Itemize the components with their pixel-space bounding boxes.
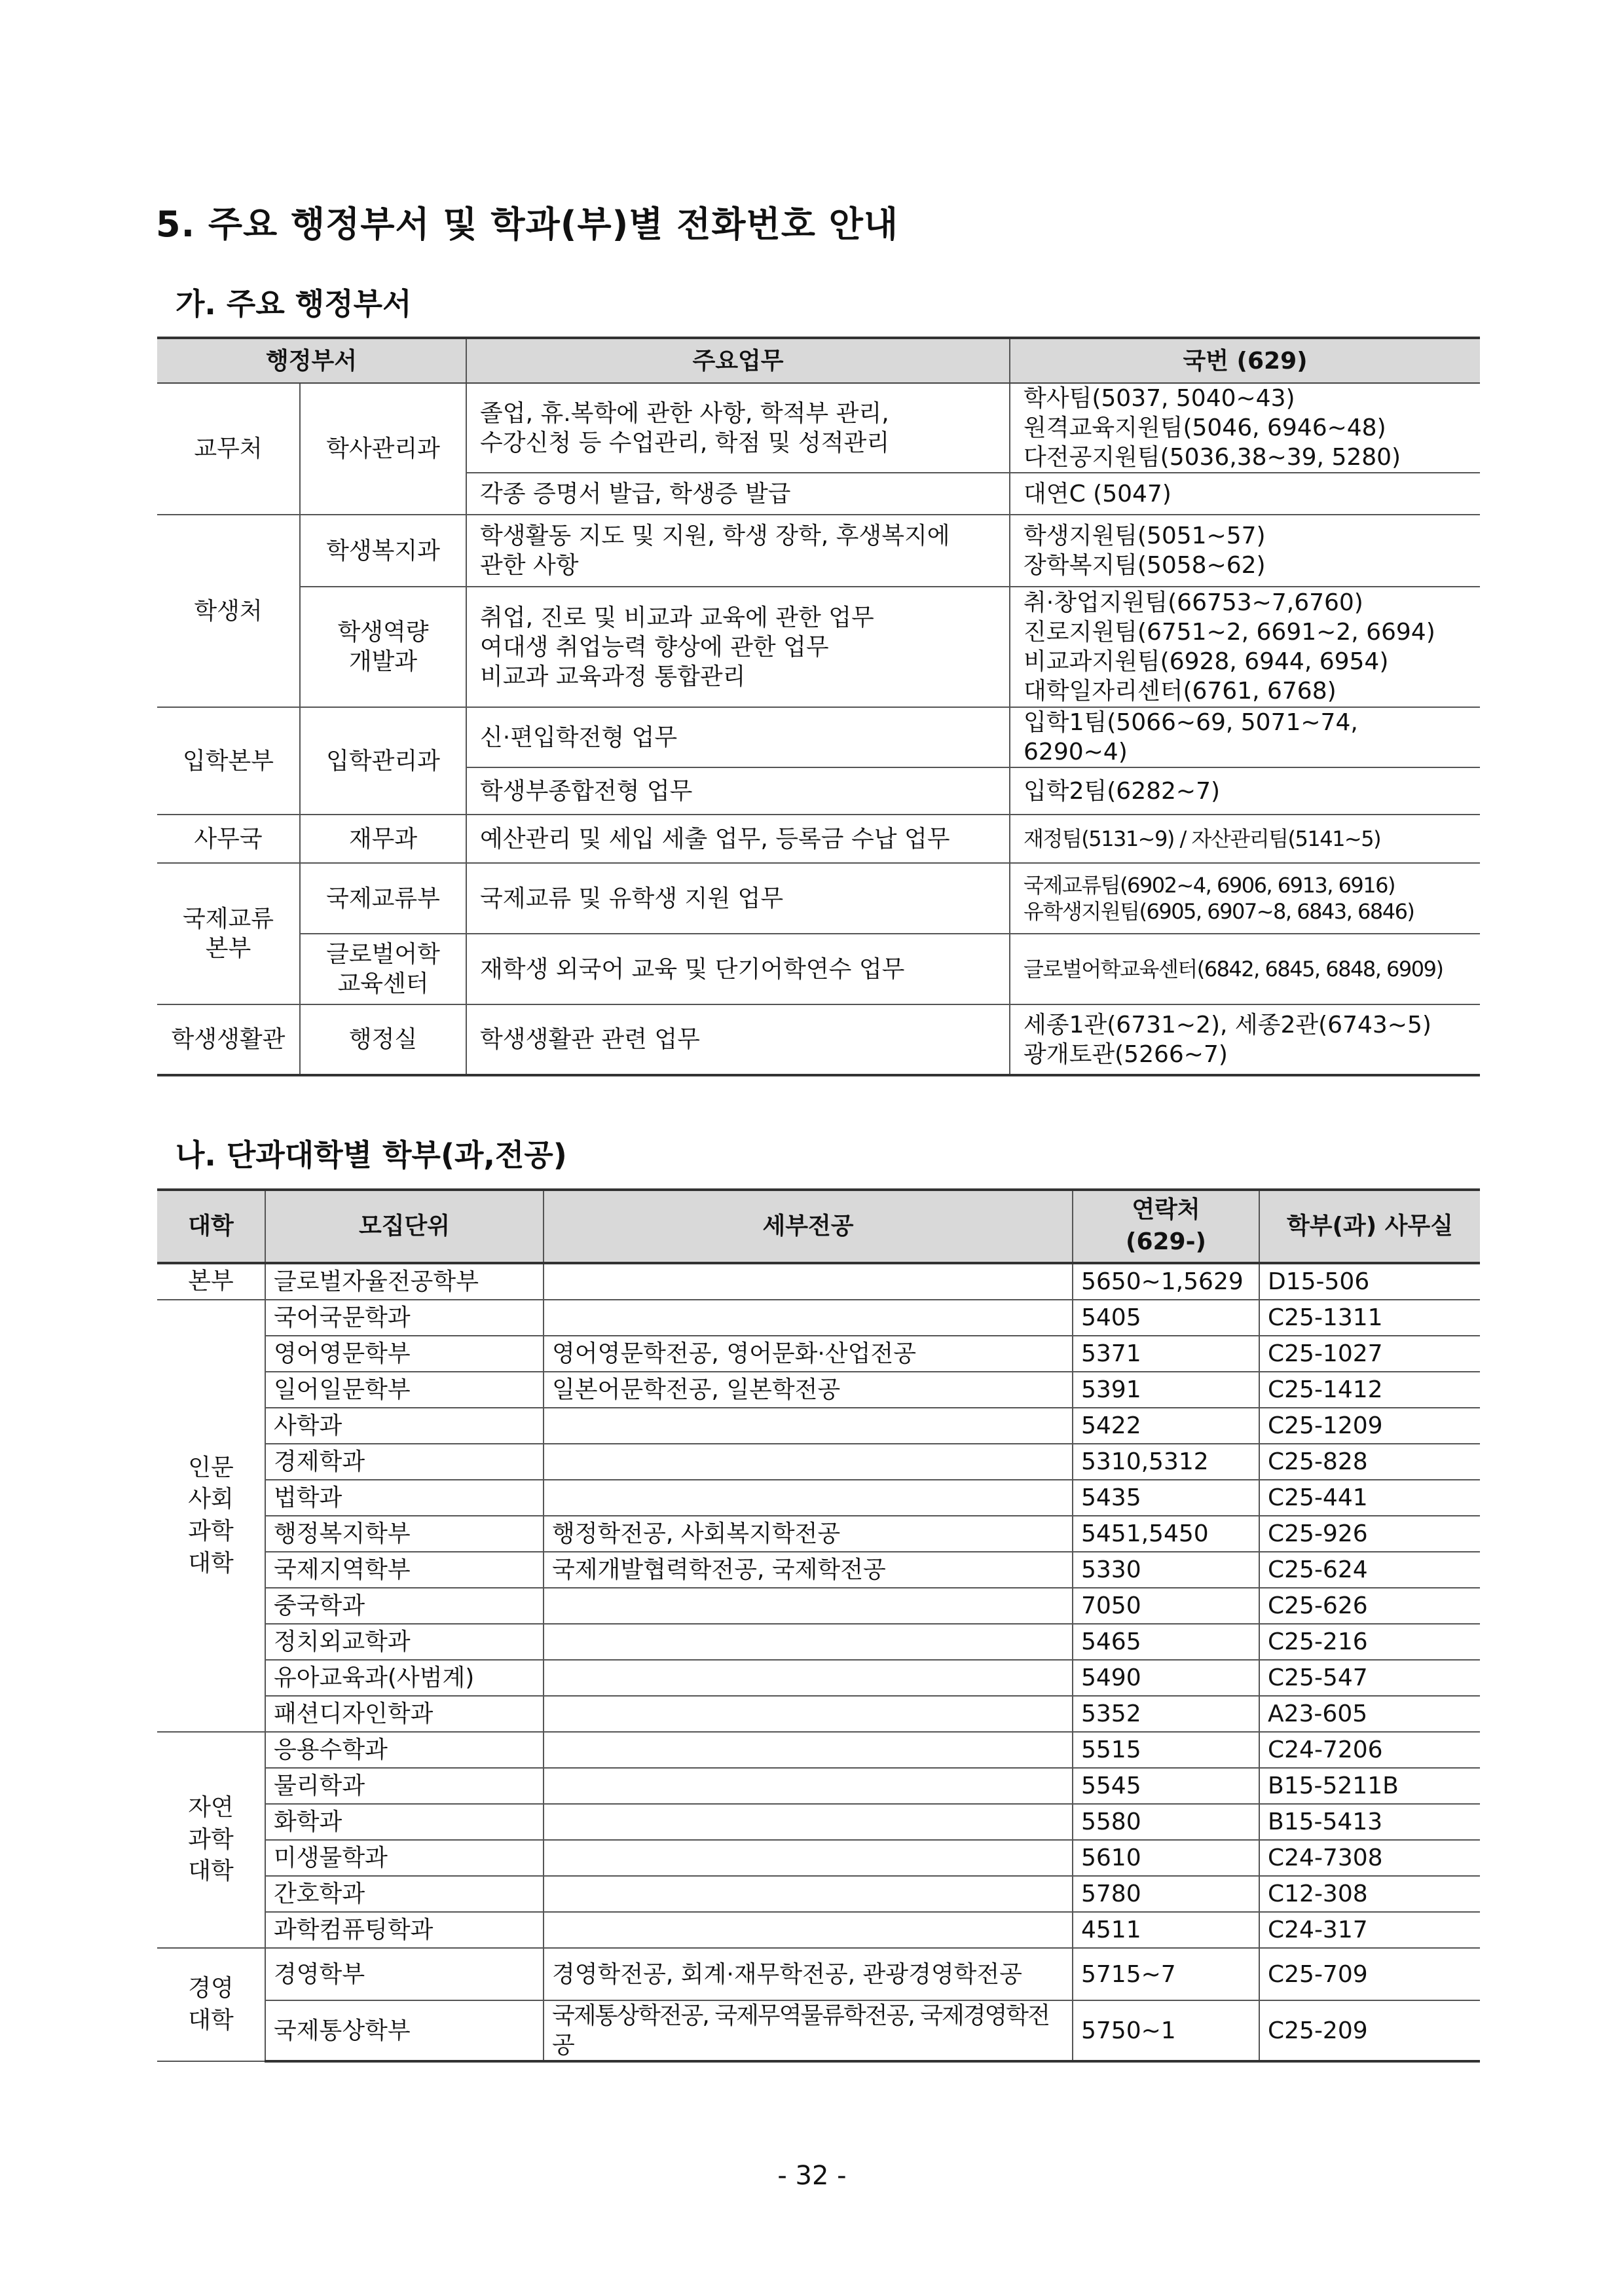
contact-cell: 5715~7 bbox=[1073, 1948, 1259, 2000]
office-cell: C25-926 bbox=[1259, 1516, 1480, 1552]
task-cell: 재학생 외국어 교육 및 단기어학연수 업무 bbox=[466, 934, 1010, 1004]
contact-cell: 5580 bbox=[1073, 1804, 1259, 1840]
recruit-unit-cell: 행정복지학부 bbox=[265, 1516, 544, 1552]
table-row bbox=[157, 515, 1480, 587]
task-cell: 졸업, 휴.복학에 관한 사항, 학적부 관리, 수강신청 등 수업관리, 학점 및 성적관리 bbox=[466, 383, 1010, 473]
contact-cell: 5515 bbox=[1073, 1732, 1259, 1768]
major-cell bbox=[544, 1840, 1073, 1876]
table-row bbox=[157, 1300, 1480, 1336]
task-cell: 각종 증명서 발급, 학생증 발급 bbox=[466, 473, 1010, 515]
major-cell bbox=[544, 1876, 1073, 1912]
recruit-unit-cell: 화학과 bbox=[265, 1804, 544, 1840]
table-row bbox=[157, 1876, 1480, 1912]
table-row bbox=[157, 1840, 1480, 1876]
dept-cell: 국제교류부 bbox=[300, 863, 466, 934]
recruit-unit-cell: 물리학과 bbox=[265, 1768, 544, 1804]
recruit-unit-cell: 유아교육과(사범계) bbox=[265, 1660, 544, 1696]
dept-cell: 행정실 bbox=[300, 1004, 466, 1075]
office-cell: C25-209 bbox=[1259, 2000, 1480, 2061]
recruit-unit-cell: 미생물학과 bbox=[265, 1840, 544, 1876]
recruit-unit-cell: 간호학과 bbox=[265, 1876, 544, 1912]
recruit-unit-cell: 법학과 bbox=[265, 1480, 544, 1516]
office-cell: C25-1027 bbox=[1259, 1336, 1480, 1372]
recruit-unit-cell: 경영학부 bbox=[265, 1948, 544, 2000]
table-row bbox=[157, 1552, 1480, 1588]
section-b-heading: 나. 단과대학별 학부(과,전공) bbox=[175, 1137, 567, 1173]
header-office: 학부(과) 사무실 bbox=[1259, 1190, 1480, 1263]
org-cell: 국제교류 본부 bbox=[157, 863, 300, 1004]
page-number: - 32 - bbox=[777, 2161, 847, 2191]
contact-cell: 5310,5312 bbox=[1073, 1444, 1259, 1480]
admin-departments-table bbox=[157, 337, 1480, 1076]
dept-cell: 학생역량 개발과 bbox=[300, 587, 466, 707]
college-cell: 자연 과학 대학 bbox=[157, 1732, 265, 1948]
recruit-unit-cell: 중국학과 bbox=[265, 1588, 544, 1624]
table-row bbox=[157, 587, 1480, 707]
table-row bbox=[157, 1696, 1480, 1732]
org-cell: 교무처 bbox=[157, 383, 300, 515]
office-cell: C25-216 bbox=[1259, 1624, 1480, 1660]
contact-cell: 5465 bbox=[1073, 1624, 1259, 1660]
section-a-heading: 가. 주요 행정부서 bbox=[175, 286, 412, 321]
table-row bbox=[157, 1372, 1480, 1408]
table-row bbox=[157, 1516, 1480, 1552]
dept-cell: 학사관리과 bbox=[300, 383, 466, 515]
major-cell: 경영학전공, 회계·재무학전공, 관광경영학전공 bbox=[544, 1948, 1073, 2000]
contact-cell: 5391 bbox=[1073, 1372, 1259, 1408]
contact-cell: 5610 bbox=[1073, 1840, 1259, 1876]
contact-cell: 5435 bbox=[1073, 1480, 1259, 1516]
phone-cell: 재정팀(5131~9) / 자산관리팀(5141~5) bbox=[1010, 815, 1480, 863]
table-row bbox=[157, 2000, 1480, 2061]
office-cell: C25-828 bbox=[1259, 1444, 1480, 1480]
recruit-unit-cell: 경제학과 bbox=[265, 1444, 544, 1480]
major-cell bbox=[544, 1624, 1073, 1660]
major-cell: 국제개발협력학전공, 국제학전공 bbox=[544, 1552, 1073, 1588]
table-row bbox=[157, 1480, 1480, 1516]
contact-cell: 5545 bbox=[1073, 1768, 1259, 1804]
header-main-task: 주요업무 bbox=[466, 338, 1010, 383]
phone-cell: 국제교류팀(6902~4, 6906, 6913, 6916) 유학생지원팀(6905, 6907~8, 6843, 6846) bbox=[1010, 863, 1480, 934]
dept-cell: 입학관리과 bbox=[300, 707, 466, 815]
office-cell: C25-624 bbox=[1259, 1552, 1480, 1588]
recruit-unit-cell: 국제지역학부 bbox=[265, 1552, 544, 1588]
task-cell: 학생부종합전형 업무 bbox=[466, 767, 1010, 815]
major-cell bbox=[544, 1912, 1073, 1948]
office-cell: C25-1311 bbox=[1259, 1300, 1480, 1336]
contact-cell: 5451,5450 bbox=[1073, 1516, 1259, 1552]
task-cell: 예산관리 및 세입 세출 업무, 등록금 수납 업무 bbox=[466, 815, 1010, 863]
office-cell: C25-626 bbox=[1259, 1588, 1480, 1624]
office-cell: C25-1412 bbox=[1259, 1372, 1480, 1408]
table-row bbox=[157, 1444, 1480, 1480]
header-college: 대학 bbox=[157, 1190, 265, 1263]
contact-cell: 5352 bbox=[1073, 1696, 1259, 1732]
table-row bbox=[157, 1588, 1480, 1624]
page-title: 5. 주요 행정부서 및 학과(부)별 전화번호 안내 bbox=[156, 204, 899, 245]
major-cell bbox=[544, 1588, 1073, 1624]
phone-cell: 취·창업지원팀(66753~7,6760) 진로지원팀(6751~2, 6691~2, 6694) 비교과지원팀(6928, 6944, 6954) 대학일자리센터(6761, 6768) bbox=[1010, 587, 1480, 707]
phone-cell: 학생지원팀(5051~57) 장학복지팀(5058~62) bbox=[1010, 515, 1480, 587]
office-cell: B15-5211B bbox=[1259, 1768, 1480, 1804]
dept-cell: 글로벌어학 교육센터 bbox=[300, 934, 466, 1004]
header-major: 세부전공 bbox=[544, 1190, 1073, 1263]
contact-cell: 5490 bbox=[1073, 1660, 1259, 1696]
phone-cell: 대연C (5047) bbox=[1010, 473, 1480, 515]
table-row bbox=[157, 1912, 1480, 1948]
contact-cell: 5422 bbox=[1073, 1408, 1259, 1444]
office-cell: C25-441 bbox=[1259, 1480, 1480, 1516]
major-cell bbox=[544, 1732, 1073, 1768]
table-row bbox=[157, 1948, 1480, 2000]
header-contact: 연락처 (629-) bbox=[1073, 1190, 1259, 1263]
major-cell bbox=[544, 1300, 1073, 1336]
recruit-unit-cell: 패션디자인학과 bbox=[265, 1696, 544, 1732]
table-header-row bbox=[157, 338, 1480, 383]
table-row bbox=[157, 1768, 1480, 1804]
contact-cell: 5371 bbox=[1073, 1336, 1259, 1372]
table-row bbox=[157, 1804, 1480, 1840]
dept-cell: 재무과 bbox=[300, 815, 466, 863]
phone-cell: 학사팀(5037, 5040~43) 원격교육지원팀(5046, 6946~48) 다전공지원팀(5036,38~39, 5280) bbox=[1010, 383, 1480, 473]
phone-cell: 입학2팀(6282~7) bbox=[1010, 767, 1480, 815]
office-cell: C12-308 bbox=[1259, 1876, 1480, 1912]
major-cell bbox=[544, 1408, 1073, 1444]
header-recruit-unit: 모집단위 bbox=[265, 1190, 544, 1263]
office-cell: C24-317 bbox=[1259, 1912, 1480, 1948]
recruit-unit-cell: 일어일문학부 bbox=[265, 1372, 544, 1408]
college-cell: 본부 bbox=[157, 1263, 265, 1300]
major-cell bbox=[544, 1480, 1073, 1516]
major-cell: 일본어문학전공, 일본학전공 bbox=[544, 1372, 1073, 1408]
org-cell: 학생처 bbox=[157, 515, 300, 707]
header-department: 행정부서 bbox=[157, 338, 466, 383]
office-cell: A23-605 bbox=[1259, 1696, 1480, 1732]
major-cell bbox=[544, 1804, 1073, 1840]
table-row bbox=[157, 1004, 1480, 1075]
dept-cell: 학생복지과 bbox=[300, 515, 466, 587]
table-row bbox=[157, 1624, 1480, 1660]
task-cell: 학생생활관 관련 업무 bbox=[466, 1004, 1010, 1075]
major-cell bbox=[544, 1660, 1073, 1696]
phone-cell: 입학1팀(5066~69, 5071~74, 6290~4) bbox=[1010, 707, 1480, 767]
office-cell: C25-709 bbox=[1259, 1948, 1480, 2000]
table-row bbox=[157, 1336, 1480, 1372]
recruit-unit-cell: 국어국문학과 bbox=[265, 1300, 544, 1336]
table-row bbox=[157, 934, 1480, 1004]
office-cell: D15-506 bbox=[1259, 1263, 1480, 1300]
major-cell bbox=[544, 1696, 1073, 1732]
recruit-unit-cell: 정치외교학과 bbox=[265, 1624, 544, 1660]
recruit-unit-cell: 영어영문학부 bbox=[265, 1336, 544, 1372]
task-cell: 신·편입학전형 업무 bbox=[466, 707, 1010, 767]
phone-cell: 글로벌어학교육센터(6842, 6845, 6848, 6909) bbox=[1010, 934, 1480, 1004]
table-row bbox=[157, 1660, 1480, 1696]
phone-cell: 세종1관(6731~2), 세종2관(6743~5) 광개토관(5266~7) bbox=[1010, 1004, 1480, 1075]
recruit-unit-cell: 과학컴퓨팅학과 bbox=[265, 1912, 544, 1948]
recruit-unit-cell: 국제통상학부 bbox=[265, 2000, 544, 2061]
contact-cell: 5650~1,5629 bbox=[1073, 1263, 1259, 1300]
college-cell: 경영 대학 bbox=[157, 1948, 265, 2061]
task-cell: 국제교류 및 유학생 지원 업무 bbox=[466, 863, 1010, 934]
major-cell: 행정학전공, 사회복지학전공 bbox=[544, 1516, 1073, 1552]
org-cell: 학생생활관 bbox=[157, 1004, 300, 1075]
contact-cell: 5405 bbox=[1073, 1300, 1259, 1336]
office-cell: C25-547 bbox=[1259, 1660, 1480, 1696]
office-cell: C24-7308 bbox=[1259, 1840, 1480, 1876]
table-row bbox=[157, 1732, 1480, 1768]
major-cell: 영어영문학전공, 영어문화·산업전공 bbox=[544, 1336, 1073, 1372]
table-row bbox=[157, 1263, 1480, 1300]
college-cell: 인문 사회 과학 대학 bbox=[157, 1300, 265, 1732]
contact-cell: 5750~1 bbox=[1073, 2000, 1259, 2061]
org-cell: 입학본부 bbox=[157, 707, 300, 815]
major-cell bbox=[544, 1768, 1073, 1804]
major-cell: 국제통상학전공, 국제무역물류학전공, 국제경영학전공 bbox=[544, 2000, 1073, 2061]
contact-cell: 5780 bbox=[1073, 1876, 1259, 1912]
recruit-unit-cell: 글로벌자율전공학부 bbox=[265, 1263, 544, 1300]
contact-cell: 7050 bbox=[1073, 1588, 1259, 1624]
contact-cell: 5330 bbox=[1073, 1552, 1259, 1588]
table-row bbox=[157, 863, 1480, 934]
org-cell: 사무국 bbox=[157, 815, 300, 863]
office-cell: C24-7206 bbox=[1259, 1732, 1480, 1768]
task-cell: 학생활동 지도 및 지원, 학생 장학, 후생복지에 관한 사항 bbox=[466, 515, 1010, 587]
table-row bbox=[157, 1408, 1480, 1444]
office-cell: C25-1209 bbox=[1259, 1408, 1480, 1444]
contact-cell: 4511 bbox=[1073, 1912, 1259, 1948]
task-cell: 취업, 진로 및 비교과 교육에 관한 업무 여대생 취업능력 향상에 관한 업무 비교과 교육과정 통합관리 bbox=[466, 587, 1010, 707]
major-cell bbox=[544, 1444, 1073, 1480]
table-header-row bbox=[157, 1190, 1480, 1263]
major-cell bbox=[544, 1263, 1073, 1300]
office-cell: B15-5413 bbox=[1259, 1804, 1480, 1840]
recruit-unit-cell: 사학과 bbox=[265, 1408, 544, 1444]
table-row bbox=[157, 707, 1480, 767]
table-row bbox=[157, 815, 1480, 863]
header-phone-prefix: 국번 (629) bbox=[1010, 338, 1480, 383]
table-row bbox=[157, 383, 1480, 473]
college-departments-table bbox=[157, 1188, 1480, 2063]
recruit-unit-cell: 응용수학과 bbox=[265, 1732, 544, 1768]
